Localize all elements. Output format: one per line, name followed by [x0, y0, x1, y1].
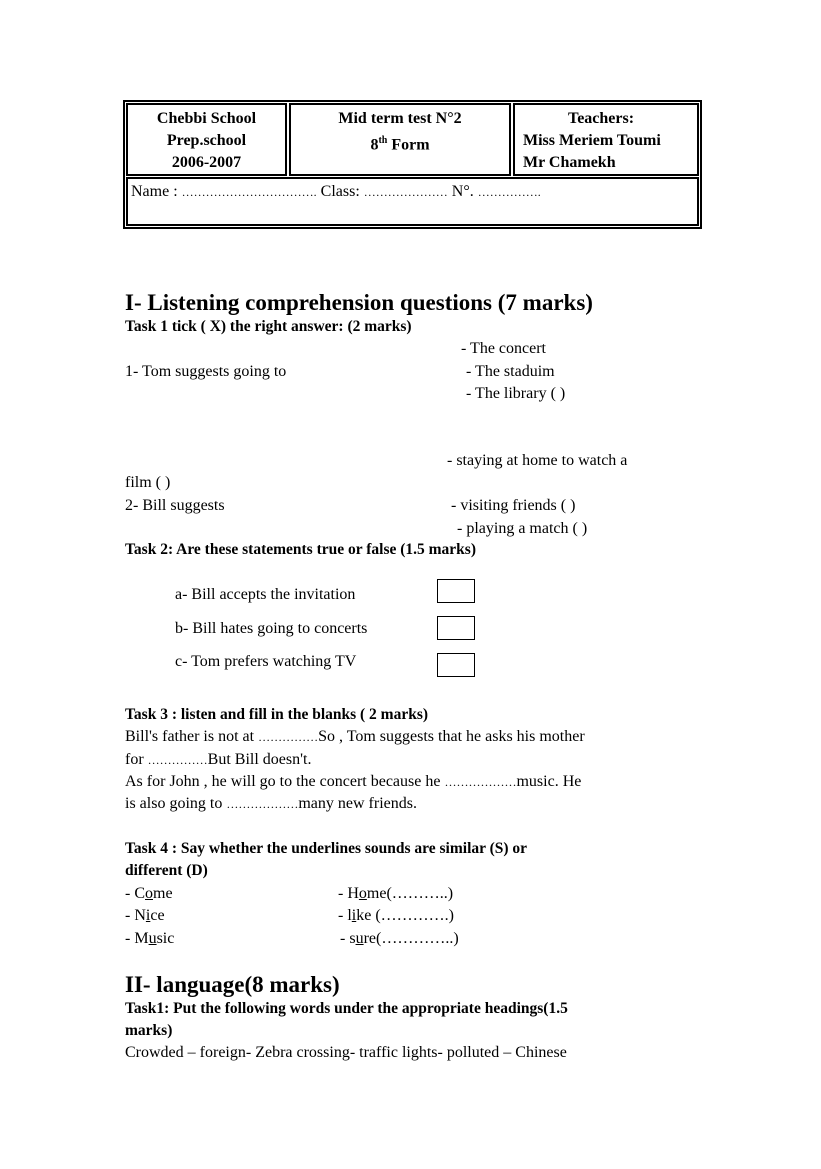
blank-3[interactable]: ……………… [444, 775, 517, 789]
blank-1[interactable]: …………… [258, 730, 319, 744]
task3-l4-text-b: many new friends. [298, 795, 417, 812]
w2-pre: - N [125, 907, 146, 924]
r3-pre: - s [340, 930, 356, 947]
task3-line-4 [125, 796, 417, 812]
task3-l3-text: As for John , he will go to the concert because he [125, 773, 445, 790]
teacher-2: Mr Chamekh [523, 154, 616, 171]
task3-l2-text: for [125, 751, 148, 768]
task2-title: Task 2: Are these statements true or false (1.5 marks) [125, 541, 476, 558]
task4-title-line-2: different (D) [125, 862, 208, 879]
school-year: 2006-2007 [171, 154, 242, 171]
answer-box-c[interactable] [437, 653, 475, 677]
school-name: Chebbi School [156, 110, 257, 127]
q1-option-2: - The staduim [466, 363, 555, 380]
task3-l2-text-b: But Bill doesn't. [207, 751, 312, 768]
task3-l1-text: Bill's father is not at [125, 728, 259, 745]
word-music [125, 931, 174, 947]
student-info-row [126, 177, 699, 226]
r2-u: i [351, 907, 357, 924]
test-title: Mid term test N°2 [338, 110, 462, 127]
form-label [291, 130, 509, 156]
q2-text: 2- Bill suggests [125, 497, 225, 514]
name-label: Name : [131, 183, 182, 200]
r3-u: u [355, 930, 364, 947]
section2-task1-title-line-2: marks) [125, 1022, 173, 1039]
r2-pre: - l [338, 907, 352, 924]
answer-box-a[interactable] [437, 579, 475, 603]
q1-text: 1- Tom suggests going to [125, 363, 287, 380]
section1-title: I- Listening comprehension questions (7 marks) [125, 290, 593, 315]
task3-line-3 [125, 774, 581, 790]
answer-box-b[interactable] [437, 616, 475, 640]
blank-2[interactable]: …………… [147, 753, 208, 767]
number-field[interactable]: ……………. [477, 185, 541, 199]
r3-post: re(…………..) [363, 930, 459, 947]
form-text: Form [387, 136, 430, 154]
q2-option-1[interactable]: - staying at home to watch a [447, 452, 628, 469]
q2-option-1-cont[interactable]: film ( ) [125, 474, 171, 491]
task3-l4-text: is also going to [125, 795, 227, 812]
r1-u: o [358, 885, 367, 902]
teachers-cell [513, 103, 699, 176]
r1-post: me(………..) [366, 885, 454, 902]
task1-title: Task 1 tick ( X) the right answer: (2 marks) [125, 318, 412, 335]
r1-pre: - H [338, 885, 359, 902]
statement-a: a- Bill accepts the invitation [175, 586, 356, 603]
q2-option-3[interactable]: - playing a match ( ) [457, 520, 588, 537]
statement-c: c- Tom prefers watching TV [175, 653, 357, 670]
q1-option-1: - The concert [461, 340, 546, 357]
statement-b: b- Bill hates going to concerts [175, 620, 368, 637]
w2-post: ce [150, 907, 165, 924]
section2-task1-title-line-1: Task1: Put the following words under the appropriate headings(1.5 [125, 1000, 568, 1017]
w1-u: o [145, 885, 153, 902]
teachers-label: Teachers: [568, 110, 635, 127]
w2-u: i [145, 907, 151, 924]
q2-option-2[interactable]: - visiting friends ( ) [451, 497, 576, 514]
blank-4[interactable]: ……………… [226, 797, 299, 811]
w1-post: me [153, 885, 173, 902]
w3-u: u [148, 930, 157, 947]
r2-post: ke (………….) [356, 907, 454, 924]
form-number: 8 [370, 136, 379, 154]
task3-l1-text-b: So , Tom suggests that he asks his mother [318, 728, 585, 745]
q1-option-3[interactable]: - The library ( ) [466, 385, 566, 402]
form-sup: th [378, 135, 388, 146]
section2-title: II- language(8 marks) [125, 972, 340, 997]
w1-pre: - C [125, 885, 145, 902]
task3-title: Task 3 : listen and fill in the blanks ( 2 marks) [125, 706, 429, 723]
test-cell [289, 103, 511, 176]
word-list: Crowded – foreign- Zebra crossing- traffic lights- polluted – Chinese [125, 1044, 567, 1061]
name-field[interactable]: ……………………………. [181, 185, 317, 199]
word-sure[interactable] [340, 931, 459, 947]
class-label: Class: [316, 183, 364, 200]
task4-title-line-1: Task 4 : Say whether the underlines sounds are similar (S) or [125, 840, 528, 857]
word-home[interactable] [338, 886, 453, 902]
teacher-1: Miss Meriem Toumi [523, 132, 661, 149]
w3-pre: - M [125, 930, 149, 947]
task3-l3-text-b: music. He [516, 773, 582, 790]
school-type: Prep.school [166, 132, 247, 149]
word-nice [125, 908, 165, 924]
class-field[interactable]: ………………… [363, 185, 448, 199]
task3-line-1 [125, 729, 585, 745]
school-cell [126, 103, 287, 176]
number-label: N°. [447, 183, 478, 200]
word-come [125, 886, 173, 902]
word-like[interactable] [338, 908, 454, 924]
task3-line-2 [125, 752, 311, 768]
w3-post: sic [156, 930, 175, 947]
